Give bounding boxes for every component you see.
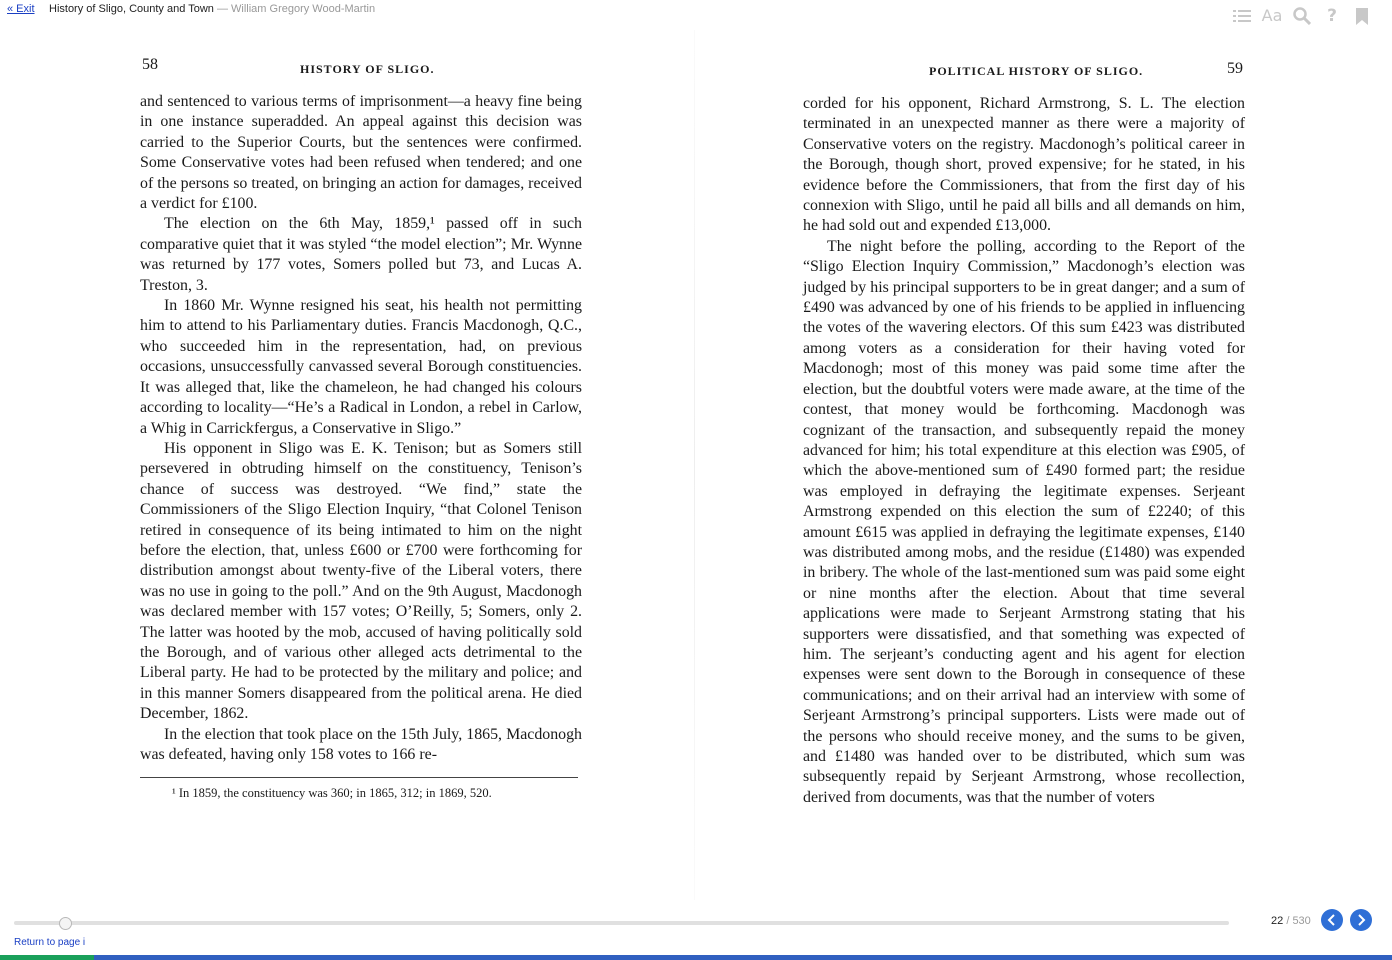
paragraph: The election on the 6th May, 1859,¹ passed off in such comparative quiet that it was styled “the model election”; Mr. Wynne was returned by 177 votes, Somers polled but 73, and Lucas A. Treston, 3. [140,215,582,294]
search-icon[interactable] [1292,6,1312,26]
left-page [140,52,582,801]
total-pages: 530 [1292,915,1311,927]
contents-icon[interactable] [1232,6,1252,26]
paragraph: corded for his opponent, Richard Armstrong, S. L. The election terminated in an unexpected manner as there were a majority of Conservative voters on the registry. Macdonogh’s political career in the Borough, though short, proved expensive; for he stated, in his evidence before the Commissioners, that from the first day of his connexion with Sligo, until he paid all bills and all demands on him, he had sold out and expended £13,000. [803,95,1245,235]
right-page-header [803,52,1245,92]
reading-progress-fill [0,955,94,960]
footnote: ¹ In 1859, the constituency was 360; in 1865, 312; in 1869, 520. [172,786,492,801]
page-separator: / [1286,915,1290,927]
return-to-page-link[interactable]: Return to page i [14,937,86,948]
page-counter [1271,915,1311,927]
current-page: 22 [1271,915,1284,927]
help-icon[interactable]: ? [1327,6,1337,26]
right-running-head: POLITICAL HISTORY OF SLIGO. [929,64,1144,78]
paragraph: The night before the polling, according to the Report of the “Sligo Election Inquiry Commission,” Macdonogh’s election was judged by his principal supporters to be in great danger; and a sum of £490 was advanced by one of his friends to be applied in influencing the votes of the wavering electors. Of this sum £423 was distributed among voters as a consideration for their having voted for Macdonogh; most of this money was paid some time after the election, but the doubtful voters were made aware, at the time of the contest, that money would be forthcoming. Macdonogh was cognizant of the transaction, and subsequently repaid the money advanced for him; his total expenditure at this election was £905, of which the above-mentioned sum of £490 formed part; the residue was employed in defraying the legitimate expenses. Serjeant Armstrong expended on this election the sum of £2240; of this amount £615 was applied in defraying the legitimate expenses, £140 was distributed among mobs, and the residue (£1480) was expended in bribery. The whole of the last-mentioned sum was paid some eight or nine months after the election. About that time several applications were made to Serjeant Armstrong stating that his supporters were dissatisfied, and that something was expected of him. The serjeant’s conducting agent and his agent for election expenses were sent down to the Borough in consequence of these communications; and on their arrival had an interview with some of Serjeant Armstrong’s principal supporters. Lists were made out of the persons who should receive money, and the sums to be given, and £1480 was handed over to be distributed, which sum was subsequently repaid by Serjeant Armstrong, whose recollection, derived from documents, was that the number of voters [803,237,1245,806]
book-title: History of Sligo, County and Town [49,3,214,15]
right-page-number: 59 [1227,60,1243,77]
paragraph: His opponent in Sligo was E. K. Tenison; but as Somers still persevered in obtruding himself on the constituency, Tenison’s chance of success was destroyed. “We find,” state the Commissioners of the Sligo Election Inquiry, “that Colonel Tenison retired in consequence of its being intimated to him on the night before the election, that, unless £600 or £700 were forthcoming for distribution amongst about twenty-five of the Liberal voters, there was no use in going to the poll.” And on the 9th August, Macdonogh was declared member with 157 votes; O’Reilly, 5; Somers, only 2. The latter was hooted by the mob, accused of having politically sold the Borough, and of various other alleged acts detrimental to the Liberal party. He had to be protected by the military and police; and in this manner Somers disappeared from the political arena. He died December, 1862. [140,439,582,723]
footnote-rule [140,777,578,778]
paragraph: In 1860 Mr. Wynne resigned his seat, his health not permitting him to attend to his Parliamentary duties. Francis Macdonogh, Q.C., who succeeded him in the representation, had, on previous occasions, unsuccessfully canvassed several Borough constituencies. It was alleged that, like the chameleon, he had changed his colours according to locality—“He’s a Radical in London, a rebel in Carlow, a Whig in Carrickfergus, a Conservative in Sligo.” [140,297,582,437]
toolbar [1232,6,1372,26]
book-author: William Gregory Wood-Martin [231,3,376,15]
title-separator: — [216,3,228,15]
left-page-body [140,92,582,765]
left-page-header [140,52,582,92]
right-page [803,52,1245,808]
chevron-right-icon [1356,914,1366,926]
page-slider-handle[interactable] [59,917,72,930]
paragraph: In the election that took place on the 15th July, 1865, Macdonogh was defeated, having only 158 votes to 166 re- [140,725,582,763]
left-running-head: HISTORY OF SLIGO. [300,62,435,76]
font-size-icon[interactable]: Aa [1261,6,1283,25]
right-page-body [803,94,1245,808]
next-page-button[interactable] [1350,909,1372,931]
previous-page-button[interactable] [1321,909,1343,931]
top-bar [0,0,1392,26]
paragraph: and sentenced to various terms of imprisonment—a heavy fine being in one instance superadded. An appeal against this decision was carried to the Superior Courts, but the sentences were confirmed. Some Conservative votes had been refused when tendered; and one of the persons so treated, on bringing an action for damages, received a verdict for £100. [140,93,582,213]
book-title-bar [49,3,375,15]
bookmark-icon[interactable] [1352,6,1372,26]
book-gutter [694,30,695,900]
page-slider-track[interactable] [14,921,1229,925]
reading-progress-bar [0,955,1392,960]
left-page-number: 58 [142,56,158,73]
chevron-left-icon [1327,914,1337,926]
exit-link[interactable]: « Exit [7,3,35,15]
